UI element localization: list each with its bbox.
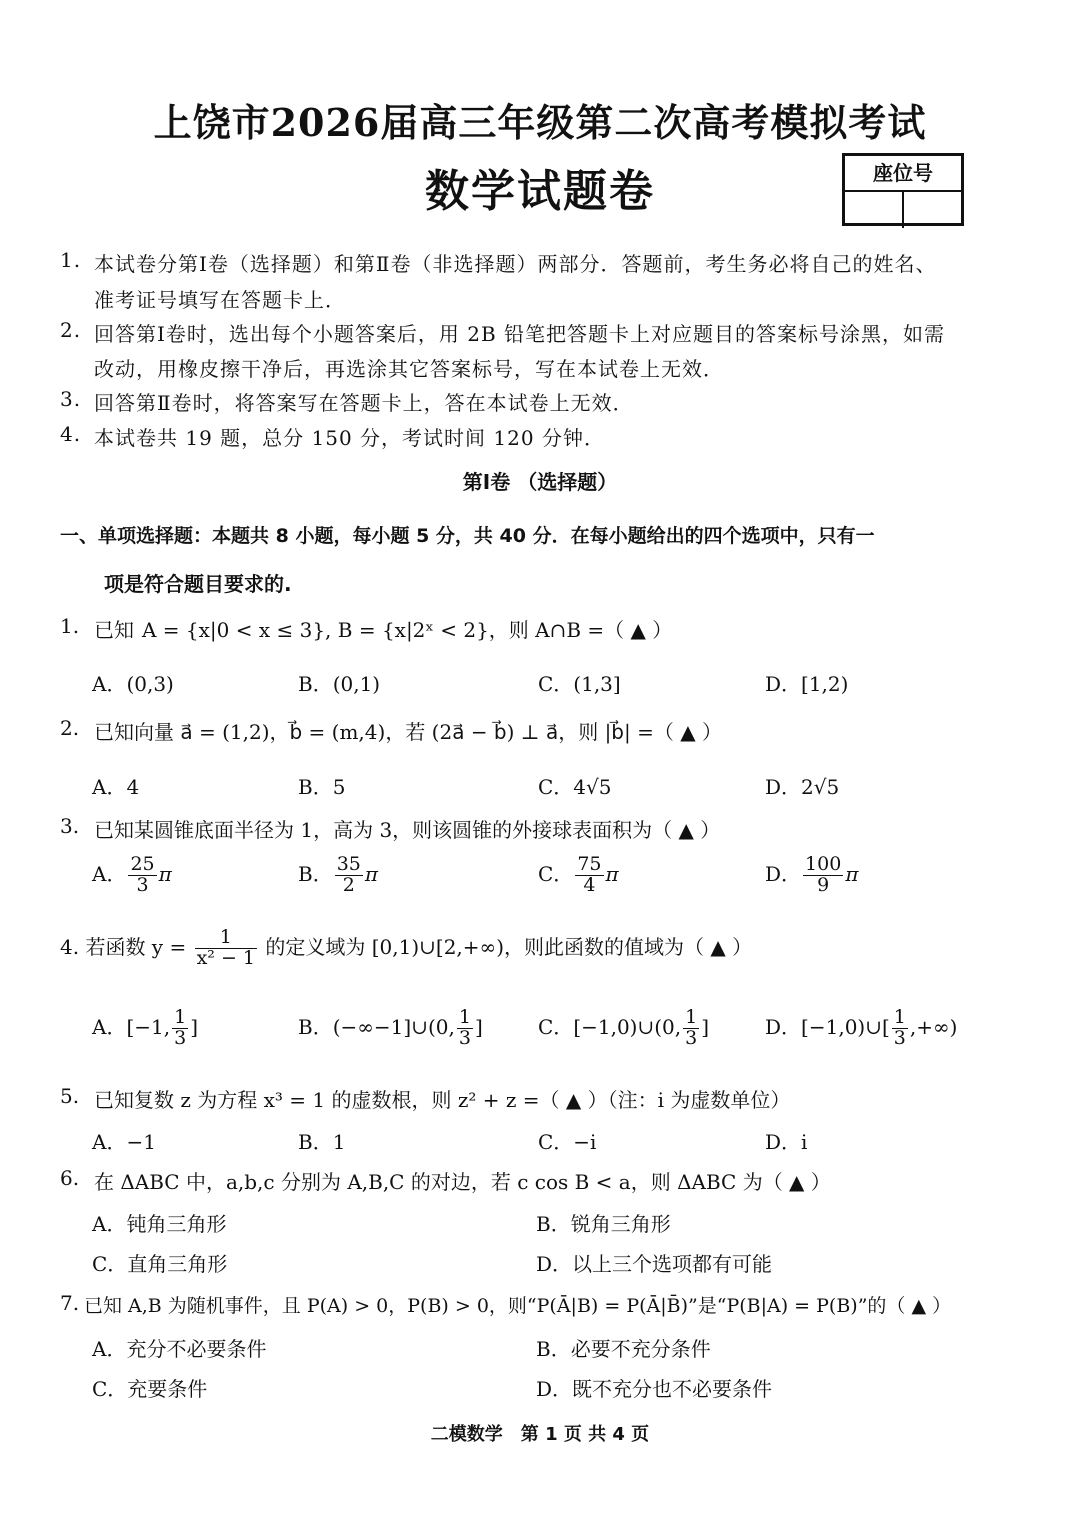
- question-6-num: 6.: [60, 1166, 80, 1190]
- note-1-line-2: 准考证号填写在答题卡上．: [94, 288, 346, 312]
- fraction: [803, 855, 843, 896]
- option-b-pre: (−∞−1]∪(0,: [332, 1014, 455, 1039]
- section-1-line-2: 项是符合题目要求的.: [104, 572, 292, 596]
- question-5-num: 5.: [60, 1084, 80, 1108]
- note-1-line-1: 本试卷分第Ⅰ卷（选择题）和第Ⅱ卷（非选择题）两部分．答题前，考生务必将自己的姓名、: [94, 252, 937, 276]
- question-4-pre: 若函数 y =: [85, 934, 187, 959]
- option-c-post: ]: [701, 1014, 710, 1039]
- pi-symbol: π: [605, 861, 619, 886]
- question-1-option-d: D．[1,2): [765, 672, 849, 696]
- question-3-option-c: [538, 855, 619, 896]
- note-2-line-1: 回答第Ⅰ卷时，选出每个小题答案后，用 2B 铅笔把答题卡上对应题目的答案标号涂黑，如需: [94, 322, 946, 346]
- page-footer: 二模数学 第 1 页 共 4 页: [430, 1424, 650, 1445]
- question-7-option-d: D．既不充分也不必要条件: [536, 1377, 773, 1401]
- question-4-option-d: [765, 1008, 957, 1049]
- pi-symbol: π: [845, 861, 859, 886]
- question-3-option-a: [92, 855, 172, 896]
- part-1-heading: 第Ⅰ卷 （选择题）: [462, 470, 618, 494]
- fraction: [683, 1008, 699, 1049]
- question-5-option-a: A．−1: [92, 1130, 156, 1154]
- question-7-option-c: C．充要条件: [92, 1377, 208, 1401]
- numerator: 1: [195, 928, 257, 949]
- question-3-stem: 已知某圆锥底面半径为 1，高为 3，则该圆锥的外接球表面积为（ ▲ ）: [94, 818, 721, 842]
- question-2-stem: 已知向量 a⃗ = (1,2)，b⃗ = (m,4)，若 (2a⃗ − b⃗) ⊥ a⃗，则 |b⃗| =（ ▲ ）: [94, 720, 722, 744]
- question-7-num: 7.: [60, 1291, 80, 1315]
- pi-symbol: π: [364, 861, 379, 886]
- numerator: 75: [577, 853, 602, 875]
- option-b-post: ]: [474, 1014, 483, 1039]
- question-7-stem: 已知 A,B 为随机事件，且 P(A) > 0，P(B) > 0，则“P(Ā|B) = P(Ā|B̄)”是“P(B|A) = P(B)”的（ ▲ ）: [84, 1295, 952, 1317]
- option-c-label: C．: [538, 1014, 574, 1039]
- numerator: 100: [805, 853, 842, 875]
- option-d-label: D．: [765, 861, 802, 886]
- seat-number-box: [842, 153, 964, 226]
- question-6-stem: 在 ΔABC 中，a,b,c 分别为 A,B,C 的对边，若 c cos B < a，则 ΔABC 为（ ▲ ）: [94, 1170, 831, 1194]
- question-4-fraction: [195, 928, 257, 969]
- question-1-option-a: A．(0,3): [92, 672, 174, 696]
- numerator: 1: [893, 1006, 906, 1028]
- seat-number-label: 座位号: [845, 156, 961, 192]
- option-a-label: A．: [92, 861, 127, 886]
- question-4-option-c: [538, 1008, 709, 1049]
- note-1-num: 1.: [60, 248, 82, 272]
- note-2-line-2: 改动，用橡皮擦干净后，再选涂其它答案标号，写在本试卷上无效．: [94, 357, 724, 381]
- question-1-num: 1.: [60, 614, 80, 638]
- question-7-option-b: B．必要不充分条件: [536, 1337, 711, 1361]
- numerator: 1: [458, 1006, 471, 1028]
- option-a-pre: [−1,: [126, 1014, 171, 1039]
- pi-symbol: π: [158, 861, 172, 886]
- option-c-pre: [−1,0)∪(0,: [573, 1014, 682, 1039]
- option-d-label: D．: [765, 1014, 802, 1039]
- option-c-label: C．: [538, 861, 574, 886]
- fraction: [457, 1008, 473, 1049]
- question-6-option-c: C．直角三角形: [92, 1252, 228, 1276]
- question-3-num: 3.: [60, 814, 80, 838]
- question-2-num: 2.: [60, 716, 80, 740]
- question-5-option-d: D．i: [765, 1130, 808, 1154]
- denominator: x² − 1: [196, 946, 256, 969]
- denominator: 3: [893, 1026, 906, 1049]
- question-5-option-c: C．−i: [538, 1130, 597, 1154]
- fraction: [128, 855, 156, 896]
- option-d-post: ,+∞): [909, 1014, 958, 1039]
- note-2-num: 2.: [60, 318, 82, 342]
- question-5-option-b: B．1: [298, 1130, 346, 1154]
- numerator: 1: [174, 1006, 187, 1028]
- numerator: 25: [130, 853, 155, 875]
- numerator: 1: [685, 1006, 698, 1028]
- exam-title: 上饶市2026届高三年级第二次高考模拟考试: [153, 100, 927, 145]
- question-2-option-a: A．4: [92, 775, 140, 799]
- question-1-option-c: C．(1,3]: [538, 672, 621, 696]
- question-4-option-b: [298, 1008, 483, 1049]
- denominator: 4: [583, 873, 596, 896]
- exam-subtitle: 数学试题卷: [425, 166, 655, 217]
- option-b-label: B．: [298, 1014, 333, 1039]
- note-4-line-1: 本试卷共 19 题，总分 150 分，考试时间 120 分钟．: [94, 426, 605, 450]
- option-a-label: A．: [92, 1014, 127, 1039]
- question-7-option-a: A．充分不必要条件: [92, 1337, 267, 1361]
- question-4-option-a: [92, 1008, 198, 1049]
- seat-number-cells: [845, 192, 961, 228]
- fraction: [335, 855, 363, 896]
- option-d-pre: [−1,0)∪[: [801, 1014, 890, 1039]
- denominator: 3: [685, 1026, 698, 1049]
- note-3-line-1: 回答第Ⅱ卷时，将答案写在答题卡上，答在本试卷上无效．: [94, 391, 634, 415]
- denominator: 3: [136, 873, 149, 896]
- denominator: 3: [458, 1026, 471, 1049]
- question-2-option-c: C．4√5: [538, 775, 612, 799]
- note-4-num: 4.: [60, 422, 82, 446]
- fraction: [575, 855, 603, 896]
- question-2-option-d: D．2√5: [765, 775, 840, 799]
- question-4-post: 的定义域为 [0,1)∪[2,+∞)，则此函数的值域为（ ▲ ）: [265, 934, 753, 959]
- question-5-stem: 已知复数 z 为方程 x³ = 1 的虚数根，则 z² + z =（ ▲ ）（注：i 为虚数单位）: [94, 1088, 791, 1112]
- option-a-post: ]: [190, 1014, 199, 1039]
- fraction: [172, 1008, 188, 1049]
- denominator: 3: [174, 1026, 187, 1049]
- option-b-label: B．: [298, 861, 333, 886]
- denominator: 2: [342, 873, 355, 896]
- question-4-stem: [60, 928, 752, 969]
- question-6-option-d: D．以上三个选项都有可能: [536, 1252, 773, 1276]
- numerator: 35: [336, 853, 361, 875]
- question-6-option-b: B．锐角三角形: [536, 1212, 671, 1236]
- question-1-option-b: B．(0,1): [298, 672, 381, 696]
- fraction: [892, 1008, 908, 1049]
- note-3-num: 3.: [60, 387, 82, 411]
- question-6-option-a: A．钝角三角形: [92, 1212, 227, 1236]
- denominator: 9: [817, 873, 830, 896]
- question-4-num: 4.: [60, 934, 80, 959]
- question-3-option-b: [298, 855, 378, 896]
- question-2-option-b: B．5: [298, 775, 346, 799]
- section-1-line-1: 一、单项选择题：本题共 8 小题，每小题 5 分，共 40 分．在每小题给出的四个选项中，只有一: [60, 525, 875, 547]
- question-1-pre: 已知: [94, 618, 134, 642]
- question-1-stem: A = {x|0 < x ≤ 3}, B = {x|2ˣ < 2}，则 A∩B =（ ▲ ）: [142, 618, 673, 642]
- question-3-option-d: [765, 855, 858, 896]
